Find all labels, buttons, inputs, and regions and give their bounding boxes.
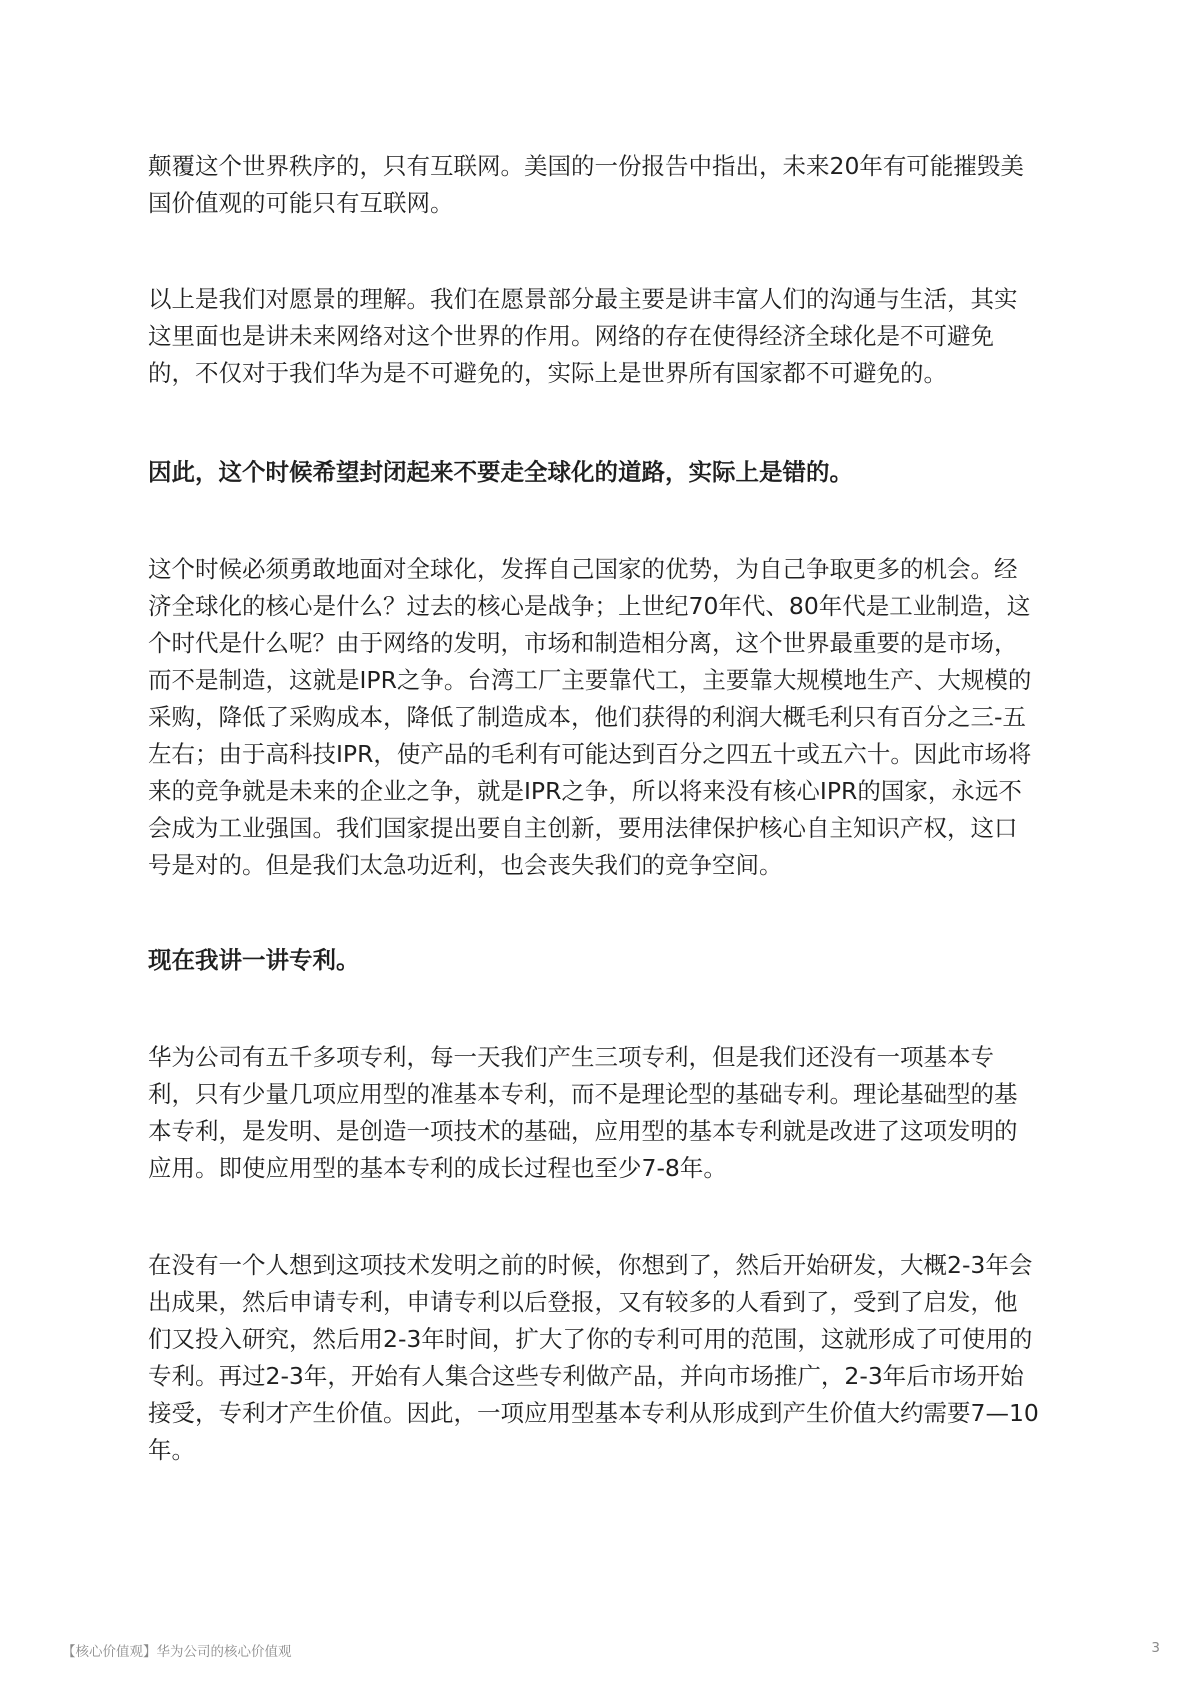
text-line: 济全球化的核心是什么？过去的核心是战争；上世纪70年代、80年代是工业制造，这 bbox=[148, 592, 1031, 620]
text-line: 在没有一个人想到这项技术发明之前的时候，你想到了，然后开始研发，大概2-3年会 bbox=[148, 1251, 1033, 1279]
text-line: 这里面也是讲未来网络对这个世界的作用。网络的存在使得经济全球化是不可避免 bbox=[148, 322, 994, 350]
text-line: 应用。即使应用型的基本专利的成长过程也至少7-8年。 bbox=[148, 1154, 727, 1182]
text-line: 号是对的。但是我们太急功近利，也会丧失我们的竞争空间。 bbox=[148, 851, 783, 879]
paragraph-internet bbox=[148, 148, 1078, 222]
text-line: 会成为工业强国。我们国家提出要自主创新，要用法律保护核心自主知识产权，这口 bbox=[148, 814, 1018, 842]
bold-statement-globalization bbox=[148, 454, 1078, 491]
text-line: 的，不仅对于我们华为是不可避免的，实际上是世界所有国家都不可避免的。 bbox=[148, 359, 947, 387]
paragraph-patent-timeline bbox=[148, 1247, 1078, 1469]
text-line: 华为公司有五千多项专利，每一天我们产生三项专利，但是我们还没有一项基本专 bbox=[148, 1043, 994, 1071]
text-line: 来的竞争就是未来的企业之争，就是IPR之争，所以将来没有核心IPR的国家，永远不 bbox=[148, 777, 1022, 805]
paragraph-vision bbox=[148, 281, 1078, 392]
paragraph-ipr bbox=[148, 551, 1078, 884]
text-line: 因此，这个时候希望封闭起来不要走全球化的道路，实际上是错的。 bbox=[148, 458, 853, 486]
text-line: 本专利，是发明、是创造一项技术的基础，应用型的基本专利就是改进了这项发明的 bbox=[148, 1117, 1018, 1145]
text-line: 专利。再过2-3年，开始有人集合这些专利做产品，并向市场推广，2-3年后市场开始 bbox=[148, 1362, 1024, 1390]
footer-document-title: 【核心价值观】华为公司的核心价值观 bbox=[62, 1644, 292, 1660]
text-line: 以上是我们对愿景的理解。我们在愿景部分最主要是讲丰富人们的沟通与生活，其实 bbox=[148, 285, 1018, 313]
text-line: 而不是制造，这就是IPR之争。台湾工厂主要靠代工，主要靠大规模地生产、大规模的 bbox=[148, 666, 1032, 694]
text-line: 接受，专利才产生价值。因此，一项应用型基本专利从形成到产生价值大约需要7—10 bbox=[148, 1399, 1039, 1427]
text-line: 利，只有少量几项应用型的准基本专利，而不是理论型的基础专利。理论基础型的基 bbox=[148, 1080, 1018, 1108]
bold-heading-patents bbox=[148, 942, 1078, 979]
text-line: 颠覆这个世界秩序的，只有互联网。美国的一份报告中指出，未来20年有可能摧毁美 bbox=[148, 152, 1024, 180]
text-line: 国价值观的可能只有互联网。 bbox=[148, 189, 454, 217]
text-line: 现在我讲一讲专利。 bbox=[148, 946, 360, 974]
text-line: 个时代是什么呢？由于网络的发明，市场和制造相分离，这个世界最重要的是市场， bbox=[148, 629, 1018, 657]
text-line: 采购，降低了采购成本，降低了制造成本，他们获得的利润大概毛利只有百分之三-五 bbox=[148, 703, 1026, 731]
paragraph-patents bbox=[148, 1039, 1078, 1187]
text-line: 们又投入研究，然后用2-3年时间，扩大了你的专利可用的范围，这就形成了可使用的 bbox=[148, 1325, 1033, 1353]
text-line: 出成果，然后申请专利，申请专利以后登报，又有较多的人看到了，受到了启发，他 bbox=[148, 1288, 1018, 1316]
text-line: 年。 bbox=[148, 1436, 195, 1464]
page-number: 3 bbox=[1151, 1640, 1160, 1656]
text-line: 左右；由于高科技IPR，使产品的毛利有可能达到百分之四五十或五六十。因此市场将 bbox=[148, 740, 1032, 768]
text-line: 这个时候必须勇敢地面对全球化，发挥自己国家的优势，为自己争取更多的机会。经 bbox=[148, 555, 1018, 583]
